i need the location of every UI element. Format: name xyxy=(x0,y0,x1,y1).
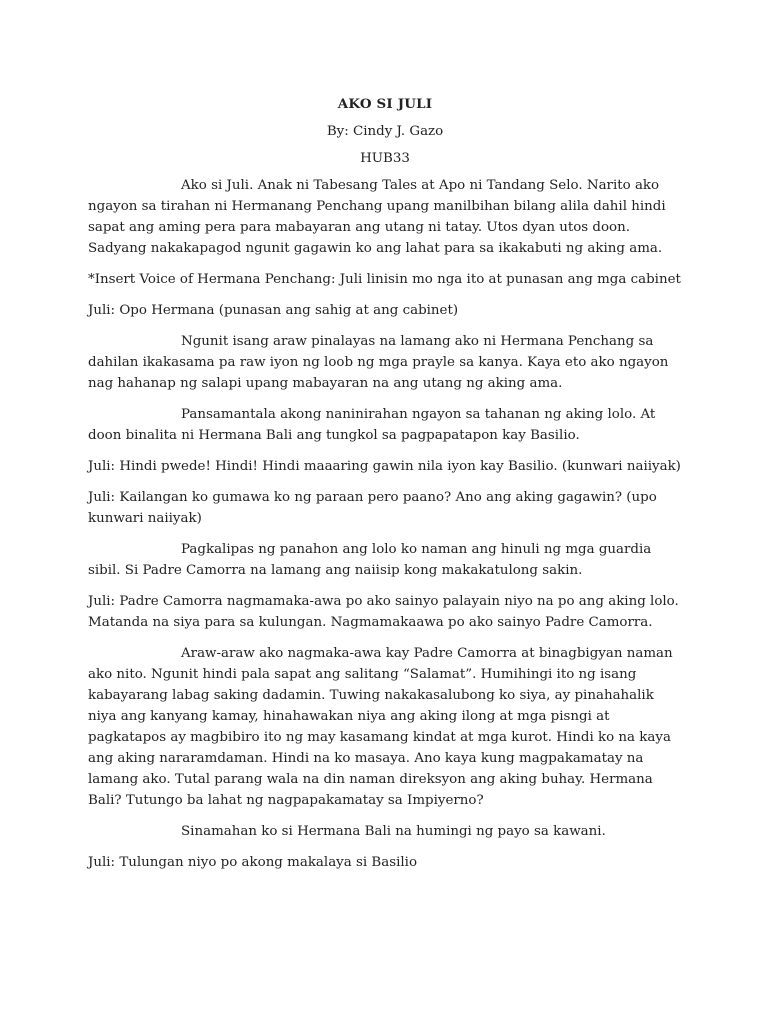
paragraph: Pagkalipas ng panahon ang lolo ko naman ang hinuli ng mga guardia sibil. Si Padre Camorra na lamang ang naiisip kong makakatulong sakin. xyxy=(88,542,652,578)
document-section: HUB33 xyxy=(360,151,410,166)
paragraph: Juli: Tulungan niyo po akong makalaya si Basilio xyxy=(88,855,418,870)
paragraph: Ngunit isang araw pinalayas na lamang ako ni Hermana Penchang sa dahilan ikakasama pa raw iyon ng loob ng mga prayle sa kanya. Kaya eto ako ngayon nag hahanap ng salapi upang mabayaran na ang utang ng aking ama. xyxy=(88,334,669,391)
paragraph: *Insert Voice of Hermana Penchang: Juli linisin mo nga ito at punasan ang mga cabinet xyxy=(88,272,681,287)
document-body xyxy=(88,175,682,873)
paragraph: Juli: Hindi pwede! Hindi! Hindi maaaring gawin nila iyon kay Basilio. (kunwari naiiyak) xyxy=(88,459,681,474)
paragraph: Juli: Kailangan ko gumawa ko ng paraan pero paano? Ano ang aking gagawin? (upo kunwari naiiyak) xyxy=(88,490,657,526)
paragraph: Pansamantala akong naninirahan ngayon sa tahanan ng aking lolo. At doon binalita ni Hermana Bali ang tungkol sa pagpapatapon kay Basilio. xyxy=(88,407,656,443)
document-author: By: Cindy J. Gazo xyxy=(326,124,444,139)
document-page xyxy=(88,94,682,883)
paragraph: Juli: Padre Camorra nagmamaka-awa po ako sainyo palayain niyo na po ang aking lolo. Matanda na siya para sa kulungan. Nagmamakaawa po ako sainyo Padre Camorra. xyxy=(88,594,679,630)
paragraph: Juli: Opo Hermana (punasan ang sahig at ang cabinet) xyxy=(88,303,459,318)
paragraph: Araw-araw ako nagmaka-awa kay Padre Camorra at binagbigyan naman ako nito. Ngunit hindi pala sapat ang salitang “Salamat”. Humihingi ito ng isang kabayarang labag saking dadamin. Tuwing nakakasalubong ko siya, ay pinahahalik niya ang kanyang kamay, hinahawakan niya ang aking ilong at mga pisngi at pagkatapos ay magbibiro ito ng may kasamang kindat at mga kurot. Hindi ko na kaya ang aking nararamdaman. Hindi na ko masaya. Ano kaya kung magpakamatay na lamang ako. Tutal parang wala na din naman direksyon ang aking buhay. Hermana Bali? Tutungo ba lahat ng nagpapakamatay sa Impiyerno? xyxy=(88,646,673,808)
document-title: AKO SI JULI xyxy=(337,96,433,112)
paragraph: Sinamahan ko si Hermana Bali na humingi ng payo sa kawani. xyxy=(181,824,606,839)
paragraph: Ako si Juli. Anak ni Tabesang Tales at Apo ni Tandang Selo. Narito ako ngayon sa tirahan ni Hermanang Penchang upang manilbihan bilang alila dahil hindi sapat ang aming pera para mabayaran ang utang ni tatay. Utos dyan utos doon. Sadyang nakakapagod ngunit gagawin ko ang lahat para sa ikakabuti ng aking ama. xyxy=(88,178,666,256)
